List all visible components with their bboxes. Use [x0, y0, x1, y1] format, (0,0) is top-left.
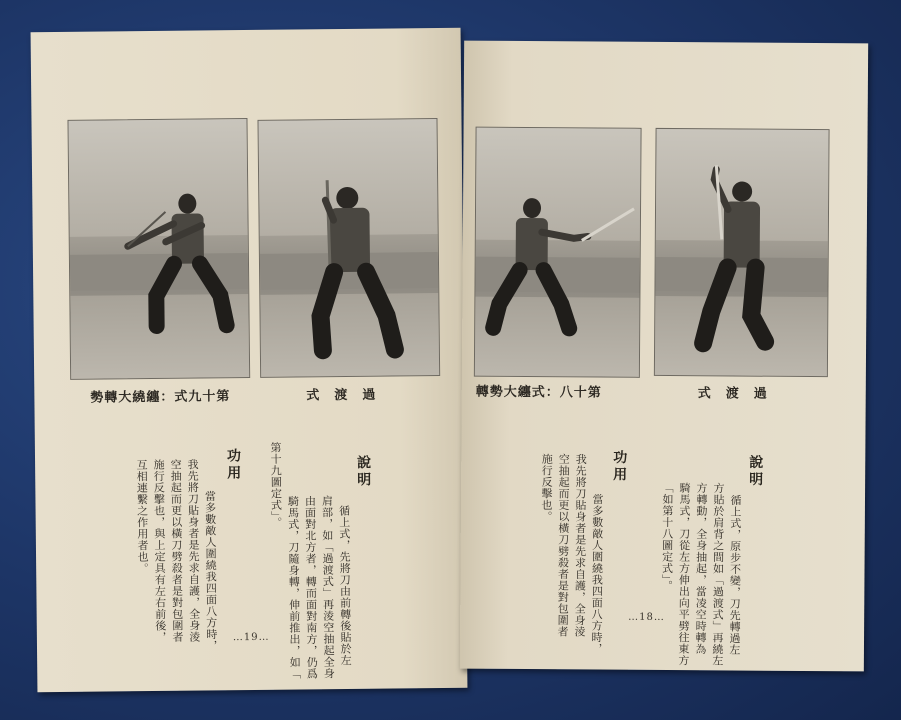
text-shuoming-col-4: 騎馬式，刀從左方伸出向平劈往東方 — [676, 482, 692, 667]
page-number-19: …19… — [232, 631, 270, 644]
text-gongyong-col-5: 互相連繫之作用者也。 — [135, 459, 150, 575]
text-gongyong-col-2: 我先將刀貼身者是先求自護，全身淩 — [573, 453, 588, 638]
text-gongyong-col-3: 空抽起而更以橫刀劈殺者是對包圍者 — [169, 458, 184, 643]
text-gongyong-col-4: 施行反擊也。 — [539, 453, 554, 523]
text-shuoming-col-3: 由面對北方者，轉而面對南方，仍爲 — [303, 495, 319, 680]
text-shuoming-col-2: 肩部，如「過渡式」再淩空抽起全身 — [320, 495, 336, 680]
text-gongyong-col-1: 當多數敵人圍繞我四面八方時， — [589, 493, 605, 655]
text-shuoming-col-5: 第十九圖定式」。 — [268, 441, 283, 529]
figure-illustration — [475, 128, 641, 377]
text-gongyong-col-1: 當多數敵人圍繞我四面八方時， — [203, 490, 219, 652]
photo-transition-right — [654, 128, 830, 377]
text-shuoming-col-1: 循上式，原步不變，刀先轉過左 — [727, 494, 743, 656]
caption-form-19: 勢轉大繞纏：式九十第 — [90, 389, 231, 406]
text-shuoming-col-5: 「如第十八圖定式」。 — [660, 481, 675, 592]
left-page — [31, 28, 468, 692]
caption-transition: 式 渡 過 — [306, 387, 377, 404]
text-gongyong-col-3: 空抽起而更以橫刀劈殺者是對包圍者 — [556, 453, 571, 638]
figure-illustration — [68, 119, 249, 379]
text-gongyong-col-2: 我先將刀貼身者是先求自護，全身淩 — [186, 458, 201, 643]
heading-shuoming: 說明 — [747, 454, 764, 489]
photo-form-18-final — [474, 127, 642, 378]
text-shuoming-col-1: 循上式，先將刀由前轉後貼於左 — [337, 504, 353, 667]
text-shuoming-col-2: 方貼於肩背之間如「過渡式」再繞左 — [710, 482, 726, 667]
figure-illustration — [258, 119, 439, 377]
figure-illustration — [655, 129, 829, 376]
right-page — [460, 41, 868, 672]
text-gongyong-col-4: 施行反擊也，與上定具有左右前後， — [152, 458, 167, 644]
page-number-18: …18… — [628, 611, 665, 624]
caption-transition: 式 渡 過 — [697, 386, 768, 402]
photo-form-19-final — [67, 118, 250, 380]
photo-transition-left — [257, 118, 440, 378]
heading-shuoming: 說明 — [354, 454, 372, 489]
text-shuoming-col-3: 方轉動，全身抽起，當凌空時轉為 — [693, 482, 709, 655]
heading-gongyong: 功用 — [611, 449, 628, 484]
text-shuoming-col-4: 騎馬式，刀隨身轉，伸前推出，如「 — [286, 495, 302, 680]
caption-form-18: 轉勢大纏式：八十第 — [475, 384, 602, 401]
heading-gongyong: 功用 — [224, 448, 242, 483]
